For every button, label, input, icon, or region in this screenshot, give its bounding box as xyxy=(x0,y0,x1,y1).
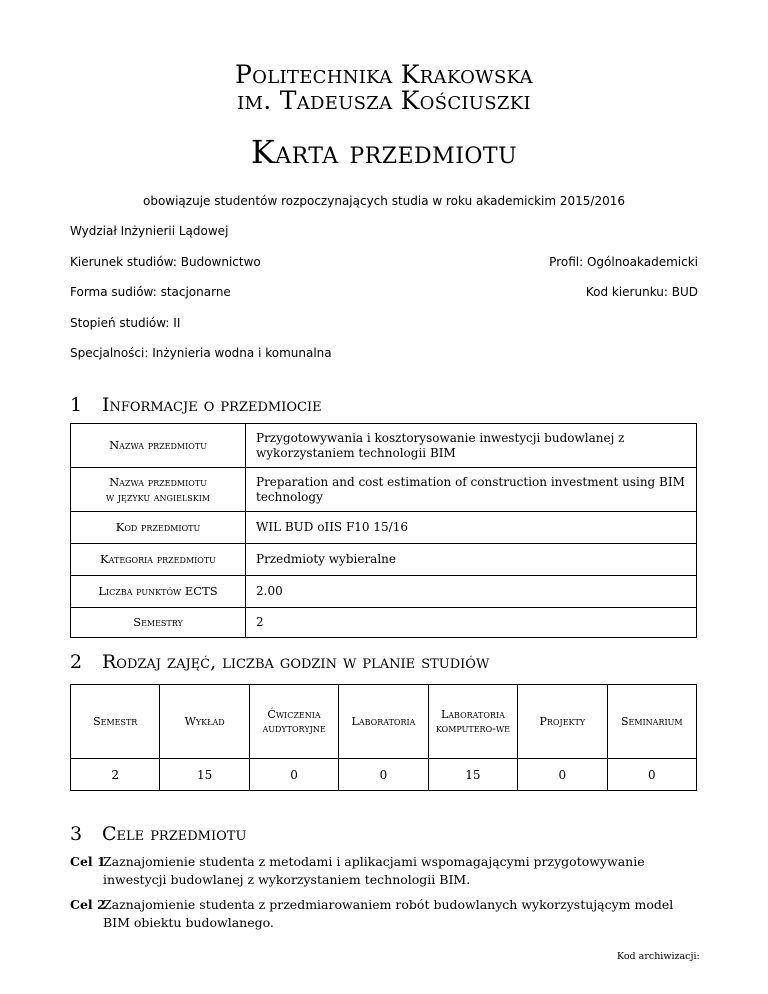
degree-level: Stopień studiów: II xyxy=(70,316,181,330)
table-row xyxy=(71,424,697,468)
section-3-heading xyxy=(70,823,246,845)
study-form: Forma sudiów: stacjonarne xyxy=(70,285,231,299)
course-code-value: WIL BUD oIIS F10 15/16 xyxy=(246,512,697,544)
section-2-heading xyxy=(70,651,489,673)
university-name xyxy=(0,62,768,114)
value-projects: 0 xyxy=(518,759,607,791)
course-category-value: Przedmioty wybieralne xyxy=(246,544,697,576)
field-of-study: Kierunek studiów: Budownictwo xyxy=(70,255,261,269)
header-projects: Projekty xyxy=(518,685,607,759)
course-code-label: Kod przedmiotu xyxy=(71,512,246,544)
ects-label: Liczba punktów ECTS xyxy=(71,576,246,608)
document-title: Karta przedmiotu xyxy=(250,133,518,171)
specialties: Specjalności: Inżynieria wodna i komunalna xyxy=(70,346,332,360)
university-line-1: Politechnika Krakowska xyxy=(235,60,533,89)
faculty: Wydział Inżynierii Lądowej xyxy=(70,224,229,238)
course-name-value: Przygotowywania i kosztorysowanie inwestycji budowlanej z wykorzystaniem technologii BIM xyxy=(246,424,697,468)
table-row xyxy=(71,512,697,544)
value-seminar: 0 xyxy=(607,759,696,791)
profile: Profil: Ogólnoakademicki xyxy=(549,255,698,269)
goal-item-1 xyxy=(70,853,698,889)
header-exercises: Ćwiczenia audytoryjne xyxy=(249,685,338,759)
course-name-en-label-line-2: w języku angielskim xyxy=(105,489,211,504)
header-lecture: Wykład xyxy=(160,685,249,759)
table-row xyxy=(71,759,697,791)
section-1-heading xyxy=(70,394,322,416)
table-row xyxy=(71,468,697,512)
course-name-en-value: Preparation and cost estimation of construction investment using BIM technology xyxy=(246,468,697,512)
course-name-en-label xyxy=(71,468,246,512)
ects-value: 2.00 xyxy=(246,576,697,608)
table-row xyxy=(71,544,697,576)
value-semester: 2 xyxy=(71,759,160,791)
semesters-value: 2 xyxy=(246,608,697,638)
section-title: Rodzaj zajęć, liczba godzin w planie studiów xyxy=(102,651,490,673)
value-exercises: 0 xyxy=(249,759,338,791)
course-info-table xyxy=(70,423,697,638)
goal-tag: Cel 1 xyxy=(70,854,106,869)
header-laboratories: Laboratoria xyxy=(339,685,428,759)
section-number: 1 xyxy=(70,394,83,416)
section-title: Informacje o przedmiocie xyxy=(102,394,322,416)
section-number: 3 xyxy=(70,823,83,845)
value-lecture: 15 xyxy=(160,759,249,791)
goal-item-2 xyxy=(70,896,698,932)
section-title: Cele przedmiotu xyxy=(102,823,247,845)
header-computer-labs: Laboratoria komputero-we xyxy=(428,685,517,759)
goal-tag: Cel 2 xyxy=(70,897,106,912)
hours-table xyxy=(70,684,697,791)
value-computer-labs: 15 xyxy=(428,759,517,791)
table-row xyxy=(71,608,697,638)
university-line-2: im. Tadeusza Kościuszki xyxy=(237,86,531,115)
validity-notice: obowiązuje studentów rozpoczynających studia w roku akademickim 2015/2016 xyxy=(142,194,625,208)
goal-text: Zaznajomienie studenta z przedmiarowaniem robót budowlanych wykorzystującym model BIM obiektu budowlanego. xyxy=(103,897,674,930)
section-number: 2 xyxy=(70,651,83,673)
course-name-en-label-line-1: Nazwa przedmiotu xyxy=(109,474,207,489)
header-semester: Semestr xyxy=(71,685,160,759)
course-name-label: Nazwa przedmiotu xyxy=(71,424,246,468)
archive-code-label: Kod archiwizacji: xyxy=(617,951,700,962)
field-code: Kod kierunku: BUD xyxy=(585,285,698,299)
semesters-label: Semestry xyxy=(71,608,246,638)
table-header-row xyxy=(71,685,697,759)
value-laboratories: 0 xyxy=(339,759,428,791)
course-category-label: Kategoria przedmiotu xyxy=(71,544,246,576)
table-row xyxy=(71,576,697,608)
goal-text: Zaznajomienie studenta z metodami i aplikacjami wspomagającymi przygotowywanie inwestycji budowlanej z wykorzystaniem technologii BIM. xyxy=(103,854,645,887)
header-seminar: Seminarium xyxy=(607,685,696,759)
